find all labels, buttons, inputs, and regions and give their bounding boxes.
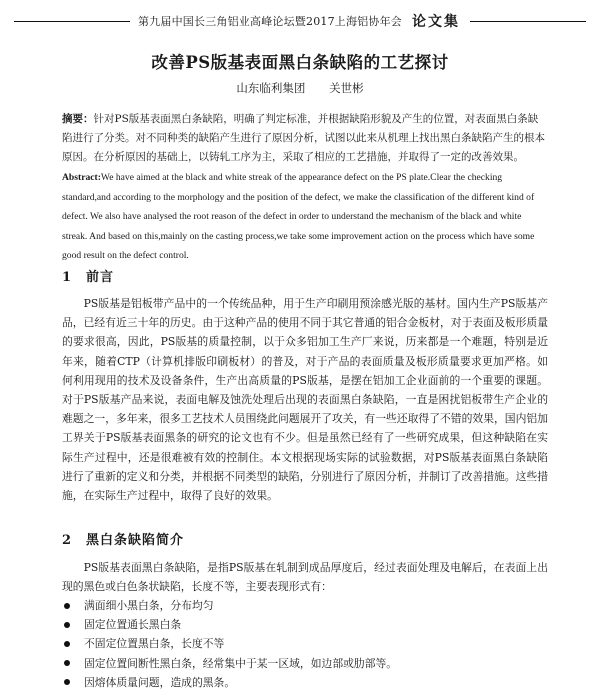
affiliation: 山东临利集团 [236,81,306,95]
bullet-icon [64,660,70,666]
abstract-en-text: We have aimed at the black and white streak of the appearance defect on the PS plate.Clear the checking standard,and according to the morphology and the position of the defect, we make the classification of the different kind of defect. We also have analysed the root reason of the defect in order to understand the mechanism of the black and white streak. And based on this,mainly on the casting process,we take some improvement action on the process which have some good result on the defect control. [62,172,535,261]
abstract-cn-label: 摘要： [62,113,94,125]
bullet-icon [64,603,70,609]
list-item: 满面细小黑白条，分布均匀 [62,596,548,615]
list-item: 因熔体质量问题，造成的黑条。 [62,673,548,692]
header-rule-right [470,21,586,22]
proceedings-label: 论文集 [412,14,460,30]
abstract-cn-text: 针对PS版基表面黑白条缺陷，明确了判定标准，并根据缺陷形貌及产生的位置，对表面黑白条缺陷进行了分类。对不同种类的缺陷产生进行了原因分析，试图以此来从机理上找出黑白条缺陷产生的根本原因。在分析原因的基础上，以铸轧工序为主，采取了相应的工艺措施，并取得了一定的改善效果。 [62,113,545,163]
section-heading-1 [62,266,114,285]
section-heading-2 [62,529,184,548]
conference-name: 第九届中国长三角铝业高峰论坛暨2017上海铝协年会 [138,15,402,28]
bullet-icon [64,641,70,647]
section-2-paragraph: PS版基表面黑白条缺陷，是指PS版基在轧制到成品厚度后，经过表面处理及电解后，在表面上出现的黑色或白色条状缺陷，长度不等，主要表现形式有： [62,561,548,594]
abstract-english [62,168,548,266]
bullet-icon [64,622,70,628]
section-title: 前言 [86,270,115,285]
running-header [14,10,586,32]
author: 关世彬 [329,81,364,95]
list-item: 固定位置间断性黑白条，经常集中于某一区域，如边部或肋部等。 [62,654,548,673]
abstract-chinese [62,110,548,167]
bullet-icon [64,679,70,685]
list-item: 不固定位置黑白条，长度不等 [62,634,548,653]
defect-type-list [62,596,548,692]
section-number: 1 [62,270,73,285]
section-1-paragraph: PS版基是铝板带产品中的一个传统品种，用于生产印刷用预涂感光版的基材。国内生产PS版基产品，已经有近三十年的历史。由于这种产品的使用不同于其它普通的铝合金板材，对于表面及板形质量的要求很高，因此，PS版基的质量控制，以于众多铝加工生产厂来说，历来都是一个难题，特别是近年来，随着CTP（计算机排版印刷板材）的普及，对于产品的表面质量及板形质量要求更加严格。如何利用现用的技术及设备条件，生产出高质量的PS版基，是摆在铝加工企业面前的一个重要的课题。对于PS版基产品来说，表面电解及蚀洗处理后出现的表面黑白条缺陷，一直是困扰铝板带生产企业的难题之一，多年来，很多工艺技术人员围绕此问题展开了攻关，有一些还取得了不错的效果，国内铝加工界关于PS版基表面黑条的研究的论文也有不少。但是虽然已经有了一些研究成果，但这种缺陷在实际生产过程中，还是很难被有效的控制住。本文根据现场实际的试验数据，对PS版基表面黑白条缺陷进行了重新的定义和分类，并根据不同类型的缺陷，分别进行了原因分析，并制订了改善措施。这些措施，在实际生产过程中，取得了良好的效果。 [62,297,548,503]
byline [0,80,600,96]
list-item: 固定位置通长黑白条 [62,615,548,634]
header-rule-left [14,21,130,22]
section-number: 2 [62,533,73,548]
section-title: 黑白条缺陷简介 [86,533,185,548]
abstract-en-label: Abstract: [62,172,101,183]
paper-title: 改善PS版基表面黑白条缺陷的工艺探讨 [151,53,449,72]
